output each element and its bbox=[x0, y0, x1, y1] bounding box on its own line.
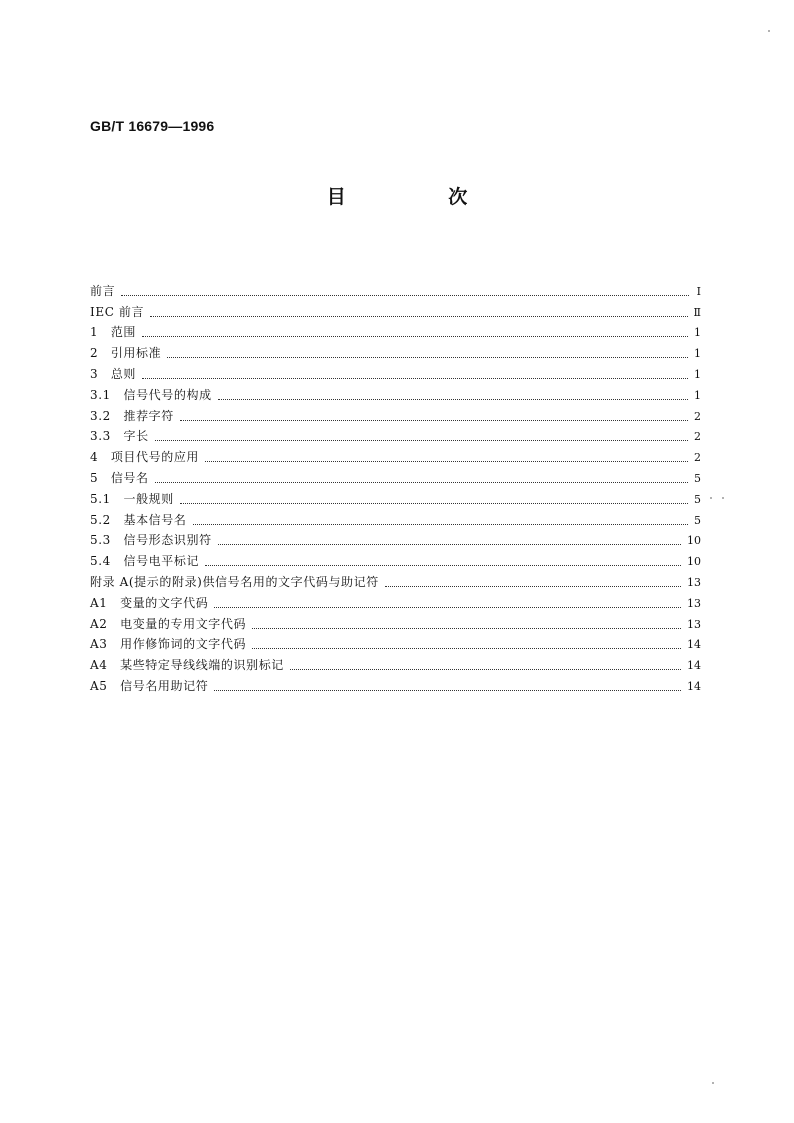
dot-leader bbox=[218, 544, 681, 545]
toc-entry-label: 附录 A(提示的附录)供信号名用的文字代码与助记符 bbox=[90, 574, 379, 589]
toc-entry-label: 1 范围 bbox=[90, 325, 137, 340]
toc-entry[interactable] bbox=[90, 424, 701, 445]
toc-entry-label: 3 总则 bbox=[90, 366, 137, 381]
dot-leader bbox=[214, 607, 681, 608]
toc-entry-page: 1 bbox=[694, 347, 701, 361]
toc-entry-page: 13 bbox=[687, 575, 701, 589]
toc-entry[interactable] bbox=[90, 569, 701, 590]
toc-entry-page: Ⅱ bbox=[693, 305, 701, 319]
toc-entry-label: 5.4 信号电平标记 bbox=[90, 554, 200, 569]
toc-entry-page: 10 bbox=[687, 534, 701, 548]
toc-entry[interactable] bbox=[90, 361, 701, 382]
toc-entry-label: 3.2 推荐字符 bbox=[90, 408, 174, 423]
dot-leader bbox=[214, 690, 681, 691]
dot-leader bbox=[155, 482, 688, 483]
toc-entry-label: 3.1 信号代号的构成 bbox=[90, 387, 212, 402]
toc-entry-page: 14 bbox=[687, 659, 701, 673]
scan-speck bbox=[710, 497, 712, 499]
dot-leader bbox=[252, 628, 681, 629]
toc-entry-label: 2 引用标准 bbox=[90, 346, 162, 361]
toc-entry[interactable] bbox=[90, 382, 701, 403]
toc-entry-label: A1 变量的文字代码 bbox=[90, 595, 209, 610]
dot-leader bbox=[193, 524, 689, 525]
dot-leader bbox=[167, 357, 688, 358]
toc-entry[interactable] bbox=[90, 632, 701, 653]
toc-entry-page: 1 bbox=[694, 326, 701, 340]
standard-code: GB/T 16679—1996 bbox=[90, 118, 215, 134]
toc-entry[interactable] bbox=[90, 465, 701, 486]
toc-entry-label: 5.2 基本信号名 bbox=[90, 512, 187, 527]
toc-entry[interactable] bbox=[90, 548, 701, 569]
toc-entry-page: 14 bbox=[687, 638, 701, 652]
toc-entry-page: 2 bbox=[694, 451, 701, 465]
toc-entry[interactable] bbox=[90, 590, 701, 611]
toc-entry[interactable] bbox=[90, 340, 701, 361]
toc-entry-label: A5 信号名用助记符 bbox=[90, 678, 209, 693]
dot-leader bbox=[142, 378, 688, 379]
toc-entry-page: 10 bbox=[687, 555, 701, 569]
dot-leader bbox=[252, 648, 681, 649]
toc-entry-page: 2 bbox=[694, 409, 701, 423]
toc-entry-page: 5 bbox=[694, 513, 701, 527]
toc-entry-label: 4 项目代号的应用 bbox=[90, 450, 200, 465]
toc-entry-page: 14 bbox=[687, 679, 701, 693]
dot-leader bbox=[150, 316, 687, 317]
toc-entry-page: 1 bbox=[694, 388, 701, 402]
toc-entry-page: 5 bbox=[694, 471, 701, 485]
toc-entry[interactable] bbox=[90, 403, 701, 424]
toc-entry-page: Ⅰ bbox=[696, 284, 701, 298]
dot-leader bbox=[205, 565, 681, 566]
toc-entry-label: IEC 前言 bbox=[90, 304, 145, 319]
toc-entry[interactable] bbox=[90, 611, 701, 632]
toc-entry-label: A4 某些特定导线线端的识别标记 bbox=[90, 658, 284, 673]
dot-leader bbox=[385, 586, 681, 587]
scan-speck bbox=[722, 497, 724, 499]
dot-leader bbox=[121, 295, 689, 296]
dot-leader bbox=[142, 336, 688, 337]
toc-entry[interactable] bbox=[90, 528, 701, 549]
toc-entry-label: 前言 bbox=[90, 283, 116, 298]
toc-entry-label: A3 用作修饰词的文字代码 bbox=[90, 637, 247, 652]
toc-entry-page: 13 bbox=[687, 617, 701, 631]
toc-entry-page: 5 bbox=[694, 492, 701, 506]
dot-leader bbox=[218, 399, 688, 400]
toc-entry-label: 5.1 一般规则 bbox=[90, 491, 174, 506]
table-of-contents bbox=[90, 278, 701, 694]
scan-speck bbox=[768, 30, 770, 32]
dot-leader bbox=[205, 461, 688, 462]
toc-entry[interactable] bbox=[90, 486, 701, 507]
toc-entry[interactable] bbox=[90, 673, 701, 694]
toc-entry-page: 2 bbox=[694, 430, 701, 444]
dot-leader bbox=[180, 420, 688, 421]
dot-leader bbox=[155, 440, 688, 441]
toc-entry[interactable] bbox=[90, 652, 701, 673]
toc-entry[interactable] bbox=[90, 444, 701, 465]
toc-entry-label: 5.3 信号形态识别符 bbox=[90, 533, 212, 548]
toc-entry-page: 13 bbox=[687, 596, 701, 610]
toc-entry[interactable] bbox=[90, 507, 701, 528]
dot-leader bbox=[290, 669, 681, 670]
toc-entry-label: 3.3 字长 bbox=[90, 429, 149, 444]
toc-entry-label: A2 电变量的专用文字代码 bbox=[90, 616, 247, 631]
toc-entry[interactable] bbox=[90, 320, 701, 341]
toc-entry[interactable] bbox=[90, 278, 701, 299]
toc-entry[interactable] bbox=[90, 299, 701, 320]
scan-speck bbox=[712, 1082, 714, 1084]
toc-entry-page: 1 bbox=[694, 367, 701, 381]
toc-entry-label: 5 信号名 bbox=[90, 470, 149, 485]
dot-leader bbox=[180, 503, 688, 504]
page-title: 目 次 bbox=[326, 186, 516, 208]
